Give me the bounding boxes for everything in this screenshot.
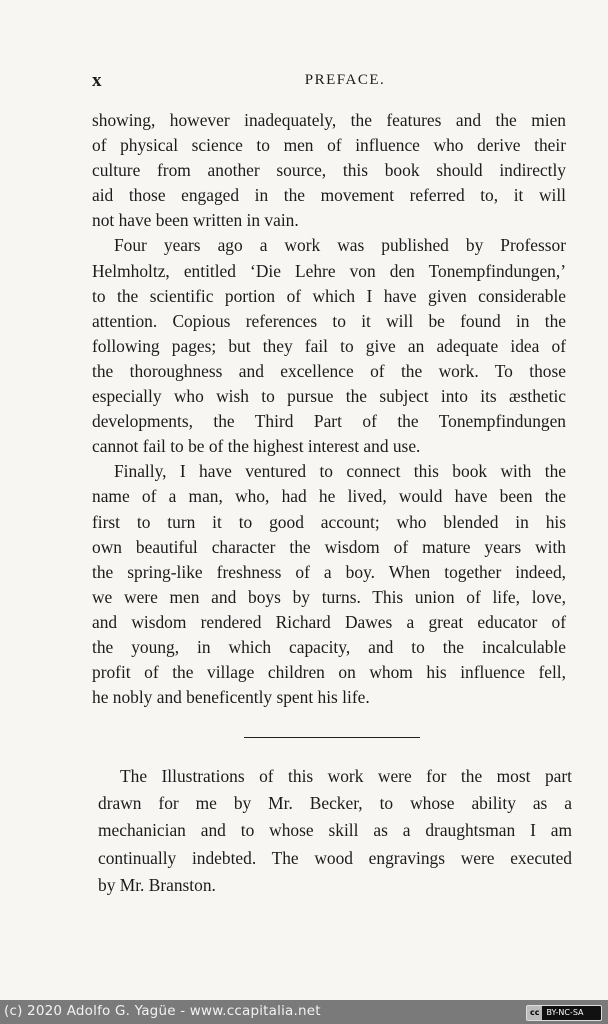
text-line: showing, however inadequately, the features and the mien xyxy=(92,110,566,130)
page-title: PREFACE. xyxy=(304,72,386,88)
license-label: BY-NC-SA xyxy=(546,1008,584,1017)
text-line: Helmholtz, entitled ‘Die Lehre von den Tonempfindungen,’ xyxy=(92,260,566,281)
text-line: attention. Copious references to it will be found in the xyxy=(92,310,566,331)
preface-body xyxy=(92,108,566,710)
note-line: drawn for me by Mr. Becker, to whose ability as a xyxy=(98,793,572,814)
note-line: The Illustrations of this work were for the most part xyxy=(120,766,572,786)
note-line: by Mr. Branston. xyxy=(98,874,216,895)
cc-license-badge[interactable] xyxy=(526,1005,602,1021)
illustrations-note xyxy=(98,763,572,899)
text-line: aid those engaged in the movement referred to, it will xyxy=(92,185,566,206)
text-line: Finally, I have ventured to connect this book with the xyxy=(114,461,566,482)
text-line: of physical science to men of influence who derive their xyxy=(92,135,566,156)
note-line: continually indebted. The wood engravings were executed xyxy=(98,847,572,868)
running-head xyxy=(92,70,568,94)
page-number: x xyxy=(92,70,103,91)
text-line: own beautiful character the wisdom of mature years with xyxy=(92,536,566,557)
note-line: mechanician and to whose skill as a draughtsman I am xyxy=(98,820,572,841)
text-line: name of a man, who, had he lived, would have been the xyxy=(92,486,566,507)
section-divider xyxy=(244,737,420,738)
text-line: first to turn it to good account; who blended in his xyxy=(92,511,566,532)
text-line: we were men and boys by turns. This union of life, love, xyxy=(92,586,566,607)
copyright-footer xyxy=(0,1000,608,1024)
text-line: the spring-like freshness of a boy. When together indeed, xyxy=(92,561,566,582)
text-line: he nobly and beneficently spent his life. xyxy=(92,687,370,708)
text-line: developments, the Third Part of the Tonempfindungen xyxy=(92,411,566,432)
text-line: the young, in which capacity, and to the incalculable xyxy=(92,636,566,657)
text-line: and wisdom rendered Richard Dawes a great educator of xyxy=(92,611,566,632)
text-line: Four years ago a work was published by Professor xyxy=(114,235,566,256)
cc-icon: cc xyxy=(527,1006,542,1020)
text-line: to the scientific portion of which I have given considerable xyxy=(92,285,566,306)
copyright-text: (c) 2020 Adolfo G. Yagüe - www.ccapitalia.net xyxy=(4,1003,321,1019)
text-line: especially who wish to pursue the subject into its æsthetic xyxy=(92,386,566,407)
text-line: profit of the village children on whom his influence fell, xyxy=(92,662,566,683)
paragraph xyxy=(92,233,566,459)
paragraph xyxy=(92,459,566,710)
text-line: cannot fail to be of the highest interest and use. xyxy=(92,436,421,457)
text-line: culture from another source, this book should indirectly xyxy=(92,160,566,181)
text-line: following pages; but they fail to give an adequate idea of xyxy=(92,335,566,356)
text-line: not have been written in vain. xyxy=(92,210,299,231)
text-line: the thoroughness and excellence of the work. To those xyxy=(92,360,566,381)
paragraph xyxy=(92,108,566,233)
